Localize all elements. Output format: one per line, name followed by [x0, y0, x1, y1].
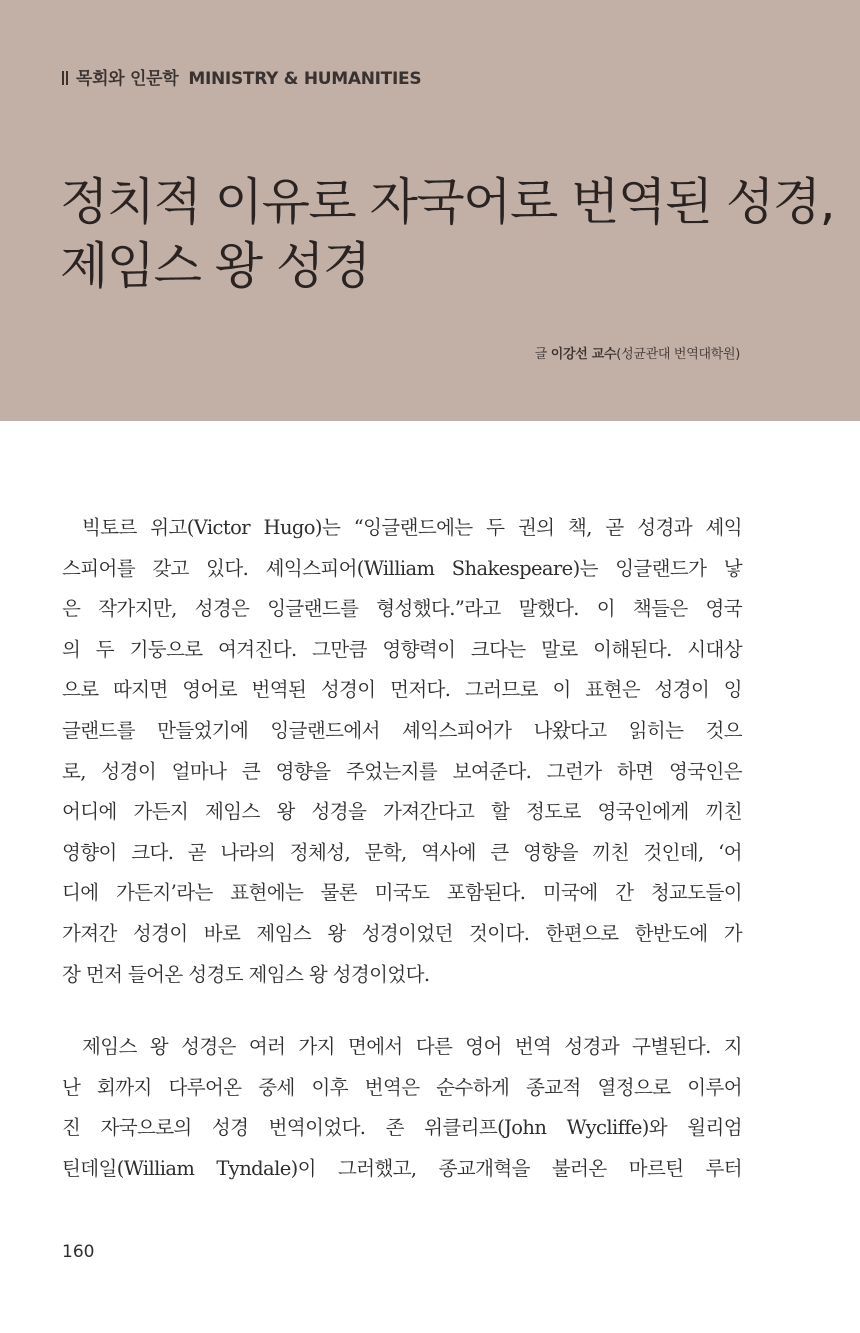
article-body — [62, 508, 742, 1222]
paragraph — [62, 508, 742, 995]
article-title — [60, 170, 834, 298]
section-label-ko: 목회와 인문학 — [76, 69, 179, 89]
byline-prefix: 글 — [534, 347, 547, 362]
paragraph-line: 장 먼저 들어온 성경도 제임스 왕 성경이었다. — [62, 962, 430, 986]
header-band — [0, 0, 860, 421]
paragraph-line: 으로 따지면 영어로 번역된 성경이 먼저다. 그러므로 이 표현은 성경이 잉 — [62, 678, 742, 702]
paragraph-line: 글랜드를 만들었기에 잉글랜드에서 셰익스피어가 나왔다고 읽히는 것으 — [62, 718, 742, 742]
paragraph-line: 틴데일(William Tyndale)이 그러했고, 종교개혁을 불러온 마르틴 루터 — [62, 1156, 742, 1180]
paragraph-line: 진 자국으로의 성경 번역이었다. 존 위클리프(John Wycliffe)와 윌리엄 — [62, 1116, 742, 1140]
title-line: 정치적 이유로 자국어로 번역된 성경, — [60, 173, 834, 231]
paragraph-line: 은 작가지만, 성경은 잉글랜드를 형성했다.”라고 말했다. 이 책들은 영국 — [62, 597, 742, 621]
author-name: 이강선 교수 — [550, 347, 617, 362]
paragraph — [62, 1027, 742, 1189]
page-number: 160 — [62, 1242, 95, 1262]
paragraph-line: 로, 성경이 얼마나 큰 영향을 주었는지를 보여준다. 그런가 하면 영국인은 — [62, 759, 742, 783]
paragraph-line: 영향이 크다. 곧 나라의 정체성, 문학, 역사에 큰 영향을 끼친 것인데, ‘어 — [62, 840, 742, 864]
paragraph-line: 디에 가든지’라는 표현에는 물론 미국도 포함된다. 미국에 간 청교도들이 — [62, 881, 742, 905]
paragraph-line: 빅토르 위고(Victor Hugo)는 “잉글랜드에는 두 권의 책, 곧 성경과 셰익 — [82, 516, 742, 539]
section-label-en: MINISTRY & HUMANITIES — [188, 69, 422, 89]
paragraph-line: 어디에 가든지 제임스 왕 성경을 가져간다고 할 정도로 영국인에게 끼친 — [62, 800, 742, 824]
title-line: 제임스 왕 성경 — [60, 237, 370, 295]
paragraph-line: 가져간 성경이 바로 제임스 왕 성경이었던 것이다. 한편으로 한반도에 가 — [62, 921, 742, 945]
author-affiliation: (성균관대 번역대학원) — [616, 347, 740, 362]
section-label — [62, 64, 421, 89]
paragraph-line: 스피어를 갖고 있다. 셰익스피어(William Shakespeare)는 잉글랜드가 낳 — [62, 556, 742, 580]
paragraph-line: 제임스 왕 성경은 여러 가지 면에서 다른 영어 번역 성경과 구별된다. 지 — [82, 1035, 742, 1059]
double-bar-icon — [62, 71, 68, 85]
paragraph-line: 의 두 기둥으로 여겨진다. 그만큼 영향력이 크다는 말로 이해된다. 시대상 — [62, 637, 742, 661]
byline — [535, 343, 740, 362]
paragraph-line: 난 회까지 다루어온 중세 이후 번역은 순수하게 종교적 열정으로 이루어 — [62, 1075, 742, 1099]
